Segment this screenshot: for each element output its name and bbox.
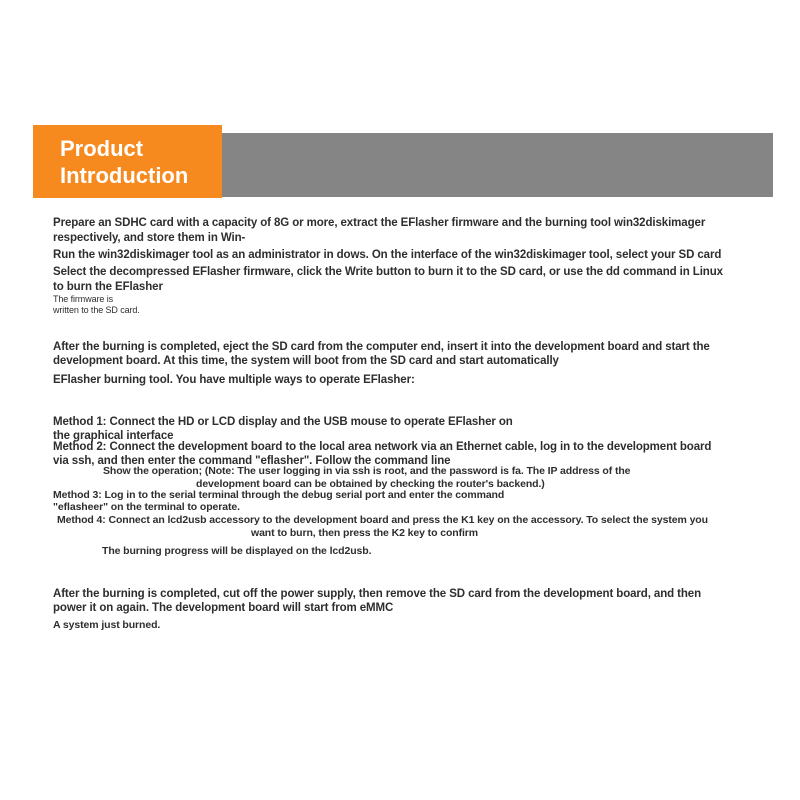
paragraph-2-line-2: development board. At this time, the system will boot from the SD card and start automatically bbox=[53, 355, 559, 367]
paragraph-1-line-1: Prepare an SDHC card with a capacity of 8G or more, extract the EFlasher firmware and the burning tool win32diskimager bbox=[53, 217, 706, 229]
method-4-line-1: Method 4: Connect an lcd2usb accessory to the development board and press the K1 key on the accessory. To select the system you bbox=[57, 514, 708, 526]
firmware-note-line-1: The firmware is bbox=[53, 294, 114, 304]
method-1-line-1: Method 1: Connect the HD or LCD display and the USB mouse to operate EFlasher on bbox=[53, 416, 513, 428]
paragraph-2-line-3: EFlasher burning tool. You have multiple ways to operate EFlasher: bbox=[53, 374, 415, 386]
firmware-note-line-2: written to the SD card. bbox=[53, 305, 140, 315]
paragraph-3-line-3: A system just burned. bbox=[53, 619, 161, 631]
method-4-line-2: want to burn, then press the K2 key to confirm bbox=[251, 527, 479, 539]
paragraph-1-line-5: to burn the EFlasher bbox=[53, 281, 163, 293]
method-1-line-2: the graphical interface bbox=[53, 430, 174, 442]
page-title: Product Introduction bbox=[60, 135, 189, 188]
paragraph-1-line-2: respectively, and store them in Win- bbox=[53, 232, 246, 244]
method-3-line-2: "eflasheer" on the terminal to operate. bbox=[53, 501, 240, 513]
paragraph-3-line-1: After the burning is completed, cut off the power supply, then remove the SD card from the development board, and then bbox=[53, 588, 702, 600]
method-4-line-3: The burning progress will be displayed on the lcd2usb. bbox=[102, 545, 372, 557]
header-gray-band bbox=[205, 133, 773, 197]
method-2-line-1: Method 2: Connect the development board to the local area network via an Ethernet cable, log in to the development board bbox=[53, 441, 712, 453]
paragraph-1-line-4: Select the decompressed EFlasher firmware, click the Write button to burn it to the SD card, or use the dd command in Linux bbox=[53, 266, 723, 278]
header-orange-box bbox=[33, 125, 222, 198]
method-2-line-2: via ssh, and then enter the command "eflasher". Follow the command line bbox=[53, 455, 451, 467]
paragraph-3-line-2: power it on again. The development board will start from eMMC bbox=[53, 602, 394, 614]
method-2-line-4: development board can be obtained by checking the router's backend.) bbox=[196, 478, 545, 490]
paragraph-2-line-1: After the burning is completed, eject the SD card from the computer end, insert it into the development board and start the bbox=[53, 341, 710, 353]
method-3-line-1: Method 3: Log in to the serial terminal through the debug serial port and enter the command bbox=[53, 489, 505, 501]
paragraph-1-line-3: Run the win32diskimager tool as an administrator in dows. On the interface of the win32diskimager tool, select your SD card bbox=[53, 249, 722, 261]
method-2-line-3: Show the operation; (Note: The user logging in via ssh is root, and the password is fa. The IP address of the bbox=[103, 465, 631, 477]
